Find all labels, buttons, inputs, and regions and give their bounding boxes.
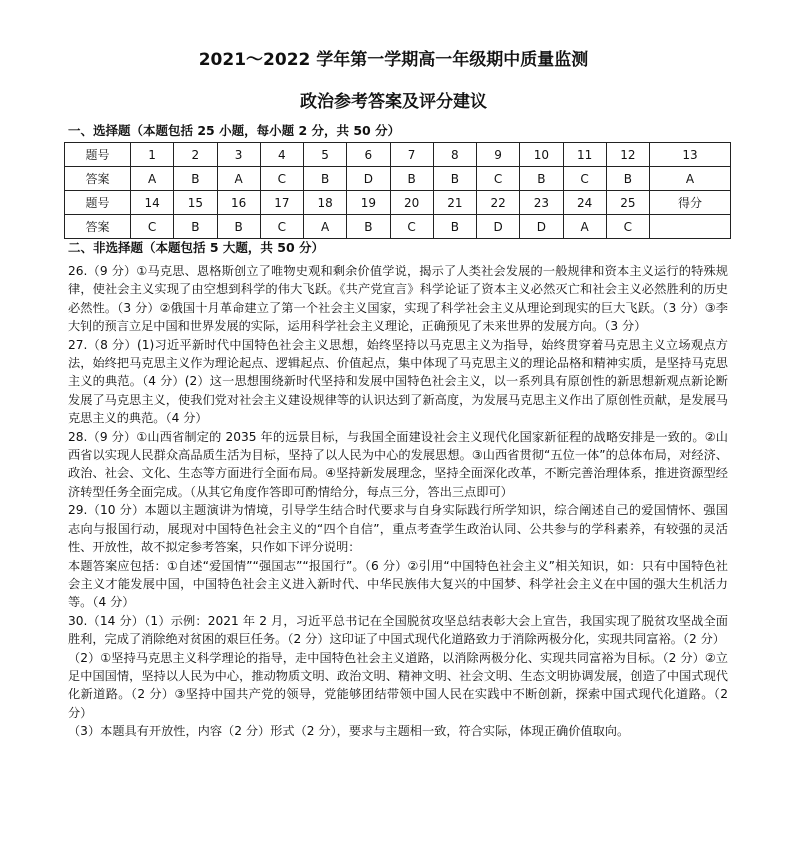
- table-cell: 24: [563, 191, 606, 215]
- answer-paragraph: 29.（10 分）本题以主题演讲为情境，引导学生结合时代要求与自身实际践行所学知识，综合阐述自己的爱国情怀、强国志向与报国行动，展现对中国特色社会主义的“四个自信”，重点考查学生政治认同、公共参与的学科素养，有较强的灵活性、开放性，故不拟定参考答案，只作如下评分说明：: [68, 503, 728, 555]
- table-cell: 19: [347, 191, 390, 215]
- table-cell: 11: [563, 143, 606, 167]
- table-cell: A: [563, 215, 606, 239]
- table-cell: 2: [174, 143, 217, 167]
- table-cell: C: [131, 215, 174, 239]
- table-cell: 14: [131, 191, 174, 215]
- table-cell: 23: [520, 191, 563, 215]
- table-cell: D: [520, 215, 563, 239]
- answer-paragraph: 26.（9 分）①马克思、恩格斯创立了唯物史观和剩余价值学说，揭示了人类社会发展的一般规律和资本主义运行的特殊规律，使社会主义实现了由空想到科学的伟大飞跃。《共产党宣言》科学论证了资本主义必然灭亡和社会主义必然胜利的历史必然性。（3 分）②俄国十月革命建立了第一个社会主义国家，实现了科学社会主义从理论到现实的巨大飞跃。（3 分）③李大钊的预言立足中国和世界发展的实际，运用科学社会主义理论，正确预见了未来世界的发展方向。（3 分）: [68, 264, 728, 334]
- table-row-label: 答案: [65, 215, 131, 239]
- table-cell: 17: [260, 191, 303, 215]
- table-row-label: 答案: [65, 167, 131, 191]
- table-cell: B: [174, 167, 217, 191]
- table-cell: A: [650, 167, 731, 191]
- answer-paragraph: （3）本题具有开放性，内容（2 分）形式（2 分），要求与主题相一致，符合实际，体现正确价值取向。: [68, 724, 630, 739]
- table-cell: A: [131, 167, 174, 191]
- answer-table: [64, 142, 731, 239]
- table-cell: C: [563, 167, 606, 191]
- table-cell: 13: [650, 143, 731, 167]
- answer-paragraph: 27.（8 分）(1)习近平新时代中国特色社会主义思想，始终坚持以马克思主义为指导，始终贯穿着马克思主义立场观点方法，始终把马克思主义作为理论起点、逻辑起点、价值起点，集中体现了马克思主义的理论品格和精神实质，是坚持马克思主义的典范。（4 分）(2）这一思想围绕新时代坚持和发展中国特色社会主义，以一系列具有原创性的新思想新观点新论断发展了马克思主义，使我们党对社会主义建设规律等的认识达到了新高度，为发展马克思主义作出了原创性贡献，是发展马克思主义的典范。（4 分）: [68, 337, 728, 426]
- table-cell: 10: [520, 143, 563, 167]
- table-cell: B: [433, 215, 476, 239]
- table-cell: B: [520, 167, 563, 191]
- table-cell: B: [347, 215, 390, 239]
- table-cell: 21: [433, 191, 476, 215]
- table-row: [65, 191, 731, 215]
- table-cell: 20: [390, 191, 433, 215]
- table-cell: 22: [477, 191, 520, 215]
- table-cell: 18: [304, 191, 347, 215]
- table-cell: 4: [260, 143, 303, 167]
- table-cell: 7: [390, 143, 433, 167]
- answer-paragraph: 28.（9 分）①山西省制定的 2035 年的远景目标，与我国全面建设社会主义现代化国家新征程的战略安排是一致的。②山西省以实现人民群众高品质生活为目标，坚持了以人民为中心的发展思想。③山西省贯彻“五位一体”的总体布局，对经济、政治、社会、文化、生态等方面进行全面布局。④坚持新发展理念，坚持全面深化改革，不断完善治理体系，推进资源型经济转型任务全面完成。（从其它角度作答即可酌情给分，每点三分，答出三点即可）: [68, 429, 728, 499]
- table-cell: B: [390, 167, 433, 191]
- table-cell: B: [433, 167, 476, 191]
- table-cell: 15: [174, 191, 217, 215]
- document-title: 2021～2022 学年第一学期高一年级期中质量监测: [198, 50, 589, 70]
- table-cell: C: [606, 215, 649, 239]
- table-cell: A: [304, 215, 347, 239]
- table-cell: C: [260, 167, 303, 191]
- answer-paragraph: 30.（14 分）（1）示例：2021 年 2 月，习近平总书记在全国脱贫攻坚总结表彰大会上宣告，我国实现了脱贫攻坚战全面胜利，完成了消除绝对贫困的艰巨任务。（2 分）这印证了中国式现代化道路致力于消除两极分化，实现共同富裕。（2 分）: [68, 613, 728, 647]
- table-row: [65, 167, 731, 191]
- table-cell: 5: [304, 143, 347, 167]
- answer-paragraph: （2）①坚持马克思主义科学理论的指导，走中国特色社会主义道路，以消除两极分化、实现共同富裕为目标。（2 分）②立足中国国情，坚持以人民为中心，推动物质文明、政治文明、精神文明、社会文明、生态文明协调发展，创造了中国式现代化新道路。（2 分）③坚持中国共产党的领导，党能够团结带领中国人民在实践中不断创新，探索中国式现代化道路。（2 分）: [68, 650, 728, 720]
- table-cell: C: [477, 167, 520, 191]
- table-cell: B: [304, 167, 347, 191]
- table-cell: 9: [477, 143, 520, 167]
- table-cell: B: [174, 215, 217, 239]
- answer-paragraph: 本题答案应包括：①自述“爱国情”“强国志”“报国行”。（6 分）②引用“中国特色社会主义”相关知识，如：只有中国特色社会主义才能发展中国，中国特色社会主义进入新时代、中华民族伟大复兴的中国梦、科学社会主义在中国的强大生机活力等。（4 分）: [68, 558, 728, 610]
- table-cell: D: [347, 167, 390, 191]
- table-cell: 3: [217, 143, 260, 167]
- table-row: [65, 143, 731, 167]
- table-cell: D: [477, 215, 520, 239]
- table-cell: 12: [606, 143, 649, 167]
- table-cell: 8: [433, 143, 476, 167]
- section2-heading: 二、非选择题（本题包括 5 大题，共 50 分）: [68, 240, 325, 255]
- table-cell: C: [260, 215, 303, 239]
- table-cell: B: [606, 167, 649, 191]
- table-cell: [650, 215, 731, 239]
- table-cell: 16: [217, 191, 260, 215]
- table-cell: B: [217, 215, 260, 239]
- section1-heading: 一、选择题（本题包括 25 小题，每小题 2 分，共 50 分）: [68, 123, 401, 138]
- table-cell: C: [390, 215, 433, 239]
- table-cell: 25: [606, 191, 649, 215]
- table-row-label: 题号: [65, 191, 131, 215]
- answer-body-text: [68, 262, 728, 741]
- table-row: [65, 215, 731, 239]
- table-cell: 1: [131, 143, 174, 167]
- table-cell: 得分: [650, 191, 731, 215]
- document-subtitle: 政治参考答案及评分建议: [300, 92, 487, 112]
- table-cell: A: [217, 167, 260, 191]
- table-row-label: 题号: [65, 143, 131, 167]
- table-cell: 6: [347, 143, 390, 167]
